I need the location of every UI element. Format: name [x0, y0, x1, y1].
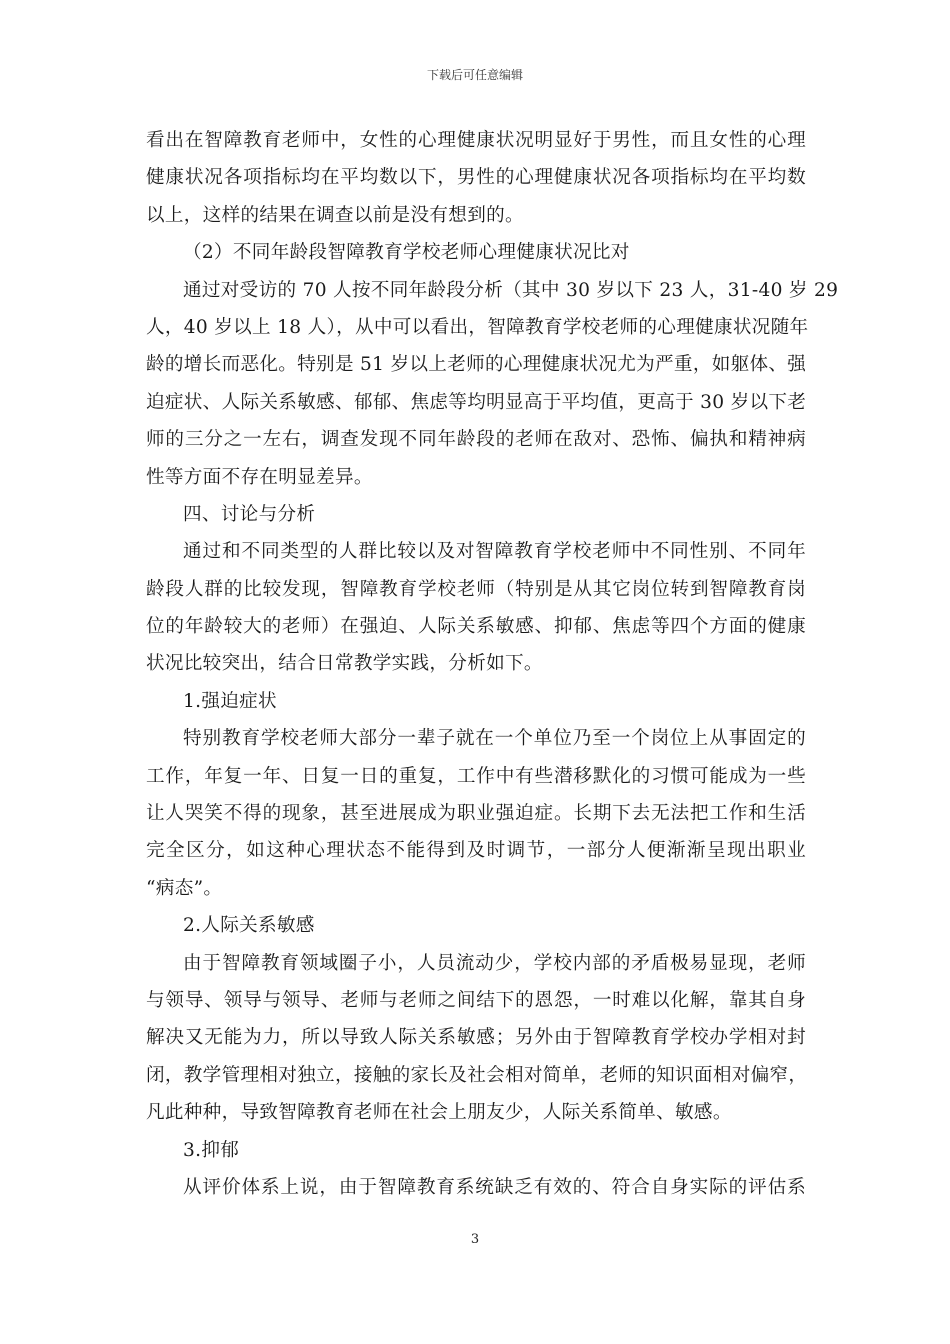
text-line: 位的年龄较大的老师）在强迫、人际关系敏感、抑郁、焦虑等四个方面的健康 — [146, 616, 806, 638]
text-line: （2）不同年龄段智障教育学校老师心理健康状况比对 — [183, 242, 630, 264]
text-line: 迫症状、人际关系敏感、郁郁、焦虑等均明显高于平均值，更高于 30 岁以下老 — [146, 391, 807, 413]
text-line: 闭，教学管理相对独立，接触的家长及社会相对简单，老师的知识面相对偏窄， — [146, 1064, 808, 1086]
text-line: 性等方面不存在明显差异。 — [146, 466, 373, 488]
text-line: 师的三分之一左右，调查发现不同年龄段的老师在敌对、恐怖、偏执和精神病 — [146, 429, 806, 451]
text-line: 凡此种种，导致智障教育老师在社会上朋友少，人际关系简单、敏感。 — [146, 1102, 732, 1124]
text-line: 2.人际关系敏感 — [183, 915, 315, 937]
text-line: 以上，这样的结果在调查以前是没有想到的。 — [146, 204, 524, 226]
text-line: 看出在智障教育老师中，女性的心理健康状况明显好于男性，而且女性的心理 — [146, 130, 806, 151]
text-line: 工作，年复一年、日复一日的重复，工作中有些潜移默化的习惯可能成为一些 — [146, 765, 806, 787]
text-line: 龄段人群的比较发现，智障教育学校老师（特别是从其它岗位转到智障教育岗 — [146, 578, 806, 600]
page-number: 3 — [470, 1232, 480, 1247]
text-line: 通过和不同类型的人群比较以及对智障教育学校老师中不同性别、不同年 — [183, 541, 806, 563]
text-line: 由于智障教育领域圈子小，人员流动少，学校内部的矛盾极易显现，老师 — [183, 952, 806, 974]
text-line: 龄的增长而恶化。特别是 51 岁以上老师的心理健康状况尤为严重，如躯体、强 — [146, 354, 807, 376]
text-line: 让人哭笑不得的现象，甚至进展成为职业强迫症。长期下去无法把工作和生活 — [146, 803, 806, 825]
page-header: 下载后可任意编辑 — [426, 68, 523, 82]
text-line: 从评价体系上说，由于智障教育系统缺乏有效的、符合自身实际的评估系 — [183, 1176, 806, 1198]
text-line: “病态”。 — [146, 877, 223, 899]
text-line: 状况比较突出，结合日常教学实践，分析如下。 — [146, 653, 543, 675]
text-line: 1.强迫症状 — [183, 690, 277, 712]
text-line: 特别教育学校老师大部分一辈子就在一个单位乃至一个岗位上从事固定的 — [183, 728, 806, 750]
text-line: 通过对受访的 70 人按不同年龄段分析（其中 30 岁以下 23 人，31-40 岁 29 — [183, 279, 839, 301]
text-line: 健康状况各项指标均在平均数以下，男性的心理健康状况各项指标均在平均数 — [146, 167, 806, 189]
text-line: 人，40 岁以上 18 人），从中可以看出，智障教育学校老师的心理健康状况随年 — [146, 316, 809, 338]
text-line: 解决又无能为力，所以导致人际关系敏感；另外由于智障教育学校办学相对封 — [146, 1027, 806, 1049]
text-line: 四、讨论与分析 — [183, 503, 316, 525]
text-line: 与领导、领导与领导、老师与老师之间结下的恩怨，一时难以化解，靠其自身 — [146, 989, 806, 1011]
text-line: 完全区分，如这种心理状态不能得到及时调节，一部分人便渐渐呈现出职业 — [146, 840, 806, 862]
document-body — [146, 122, 839, 1206]
text-line: 3.抑郁 — [183, 1139, 240, 1161]
